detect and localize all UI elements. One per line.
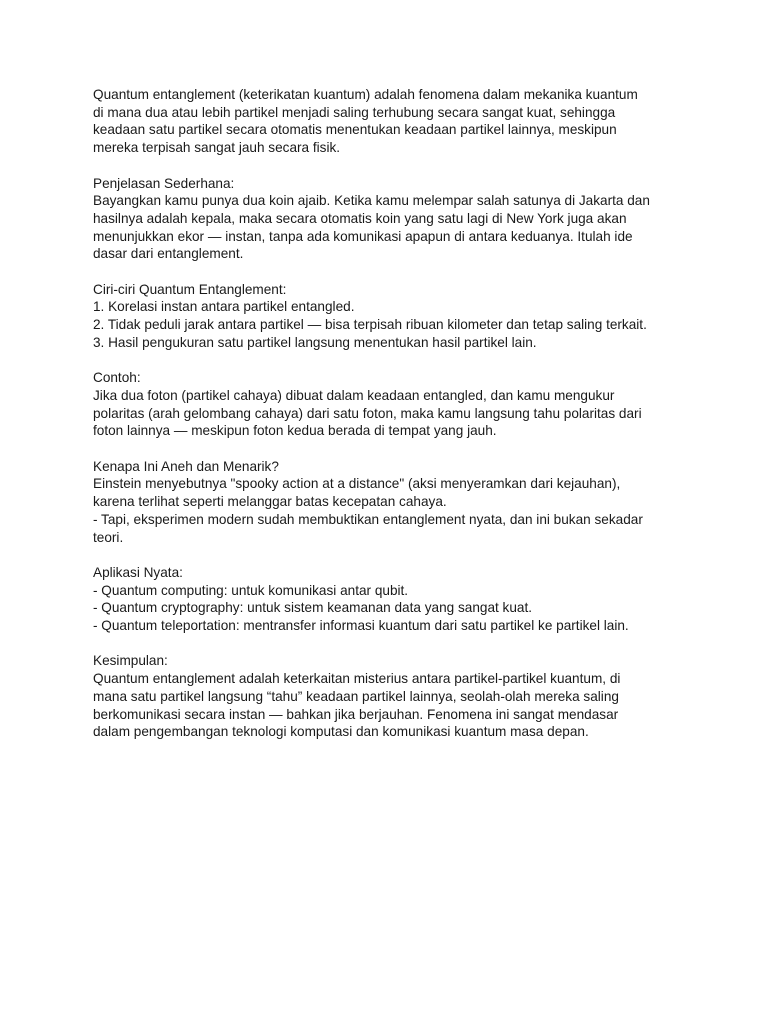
intro-line: mereka terpisah sangat jauh secara fisik. [93, 140, 341, 156]
section-heading: Ciri-ciri Quantum Entanglement: [93, 281, 287, 297]
body-line: menunjukkan ekor — instan, tanpa ada komunikasi apapun di antara keduanya. Itulah ide [93, 228, 633, 244]
section-ciri-ciri [93, 281, 693, 352]
section-aplikasi [93, 564, 693, 635]
section-kesimpulan [93, 652, 693, 741]
section-contoh [93, 369, 693, 440]
list-item: 1. Korelasi instan antara partikel entangled. [93, 299, 355, 315]
body-line: dalam pengembangan teknologi komputasi dan komunikasi kuantum masa depan. [93, 724, 589, 740]
intro-line: keadaan satu partikel secara otomatis menentukan keadaan partikel lainnya, meskipun [93, 122, 617, 138]
section-penjelasan [93, 175, 693, 264]
list-item: 2. Tidak peduli jarak antara partikel — bisa terpisah ribuan kilometer dan tetap saling terkait. [93, 317, 647, 333]
body-line: berkomunikasi secara instan — bahkan jika berjauhan. Fenomena ini sangat mendasar [93, 706, 619, 722]
section-heading: Kenapa Ini Aneh dan Menarik? [93, 458, 279, 474]
intro-line: Quantum entanglement (keterikatan kuantum) adalah fenomena dalam mekanika kuantum [93, 87, 638, 102]
body-line: Einstein menyebutnya "spooky action at a distance" (aksi menyeramkan dari kejauhan), [93, 476, 621, 492]
body-line: hasilnya adalah kepala, maka secara otomatis koin yang satu lagi di New York juga akan [93, 210, 627, 226]
body-line: Jika dua foton (partikel cahaya) dibuat dalam keadaan entangled, dan kamu mengukur [93, 387, 615, 403]
intro-line: di mana dua atau lebih partikel menjadi saling terhubung secara sangat kuat, sehingga [93, 104, 616, 120]
body-line: dasar dari entanglement. [93, 246, 244, 262]
list-item: - Quantum cryptography: untuk sistem keamanan data yang sangat kuat. [93, 600, 533, 616]
body-line: Quantum entanglement adalah keterkaitan misterius antara partikel-partikel kuantum, di [93, 671, 621, 687]
section-heading: Penjelasan Sederhana: [93, 175, 235, 191]
section-heading: Kesimpulan: [93, 653, 168, 669]
body-line: polaritas (arah gelombang cahaya) dari satu foton, maka kamu langsung tahu polaritas dari [93, 405, 642, 421]
document-page [93, 86, 693, 759]
body-line: teori. [93, 529, 124, 545]
body-line: - Tapi, eksperimen modern sudah membuktikan entanglement nyata, dan ini bukan sekadar [93, 511, 643, 527]
body-line: karena terlihat seperti melanggar batas kecepatan cahaya. [93, 494, 447, 510]
intro-paragraph [93, 86, 693, 157]
list-item: - Quantum computing: untuk komunikasi antar qubit. [93, 582, 409, 598]
body-line: foton lainnya — meskipun foton kedua berada di tempat yang jauh. [93, 423, 497, 439]
list-item: 3. Hasil pengukuran satu partikel langsung menentukan hasil partikel lain. [93, 334, 537, 350]
body-line: mana satu partikel langsung “tahu” keadaan partikel lainnya, seolah-olah mereka saling [93, 688, 619, 704]
section-heading: Contoh: [93, 370, 141, 386]
list-item: - Quantum teleportation: mentransfer informasi kuantum dari satu partikel ke partikel lain. [93, 618, 629, 634]
section-kenapa-aneh [93, 458, 693, 547]
section-heading: Aplikasi Nyata: [93, 564, 183, 580]
body-line: Bayangkan kamu punya dua koin ajaib. Ketika kamu melempar salah satunya di Jakarta dan [93, 193, 650, 209]
